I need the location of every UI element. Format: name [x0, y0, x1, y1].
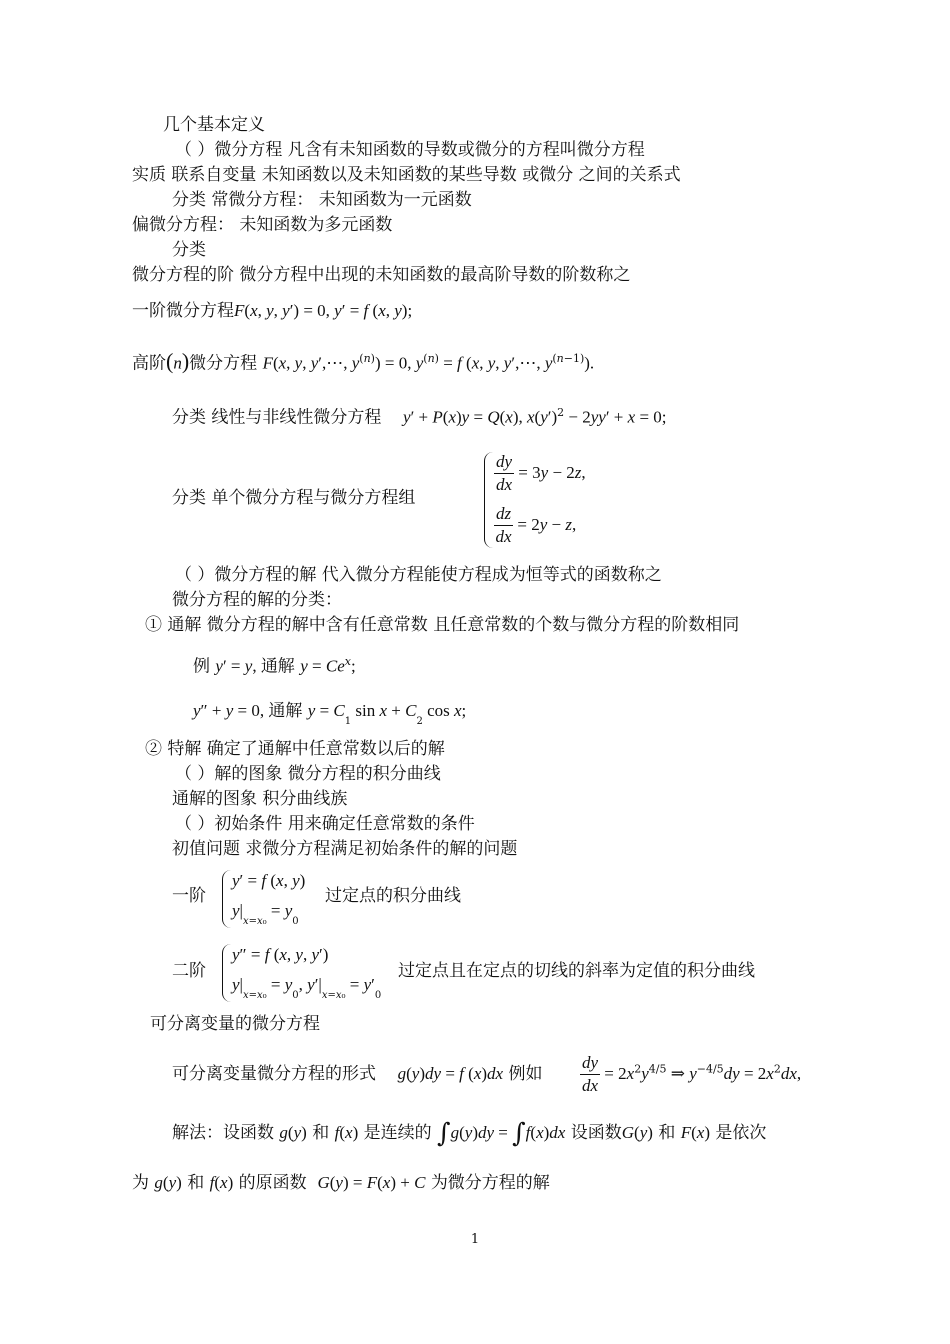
line-example-2: y″ + y = 0, 通解 $y = C_1$ $\sin x + C_2$ cos x;	[193, 701, 467, 727]
line-essence: 实质 联系自变量 未知函数以及未知函数的某些导数 或微分 之间的关系式	[132, 165, 681, 185]
line-antiderivative: 为 g(y) 和 f(x) 的原函数 G(y) = F(x) + C 为微分方程的解	[132, 1173, 550, 1193]
line-solution-method: 解法：设函数 g(y) 和 f(x) 是连续的 ∫g(y)dy = ∫f(x)dx 设函数G(y) 和 F(x) 是依次	[172, 1118, 767, 1149]
line-general-graph: 通解的图象 积分曲线族	[172, 789, 348, 809]
line-second-order-ivp-label: 二阶	[172, 961, 206, 981]
ivp1-description: 过定点的积分曲线	[325, 886, 461, 906]
ivp2-description: 过定点且在定点的切线的斜率为定值的积分曲线	[398, 961, 755, 981]
line-ivp: 初值问题 求微分方程满足初始条件的解的问题	[172, 839, 518, 859]
line-order: 微分方程的阶 微分方程中出现的未知函数的最高阶导数的阶数称之	[132, 265, 631, 285]
separable-example: $\frac{dy}{dx}$ = $2x^2y^{4/5}$ ⇒ $y^{-4/5}dy = 2x^2dx$,	[582, 1053, 802, 1095]
line-solution-def: （ ）微分方程的解 代入微分方程能使方程成为恒等式的函数称之	[175, 565, 662, 585]
line-ode: 分类 常微分方程： 未知函数为一元函数	[172, 190, 472, 210]
line-separable-title: 可分离变量的微分方程	[150, 1014, 320, 1034]
section-title: 几个基本定义	[163, 115, 265, 135]
page-number: 1	[470, 1232, 480, 1247]
system-brace	[484, 452, 493, 548]
line-linear: 分类 线性与非线性微分方程 y′ + P(x)y = Q(x), $x(y')^2 - 2yy' + x = 0$;	[172, 406, 667, 428]
line-particular-solution: ② 特解 确定了通解中任意常数以后的解	[145, 739, 445, 759]
line-solution-types: 微分方程的解的分类：	[172, 590, 342, 610]
ivp2-brace	[222, 944, 231, 1002]
line-pde: 偏微分方程： 未知函数为多元函数	[132, 215, 393, 235]
line-separable-form: 可分离变量微分方程的形式 g(y)dy = f (x)dx 例如	[172, 1064, 543, 1084]
line-system-label: 分类 单个微分方程与微分方程组	[172, 488, 416, 508]
line-first-order: 一阶微分方程F(x, y, y′) = 0, y′ = f (x, y);	[132, 301, 413, 321]
line-solution-graph: （ ）解的图象 微分方程的积分曲线	[175, 764, 441, 784]
line-higher-order: 高阶(n)微分方程 F(x, y, y′,⋯, $y^{(n)}) = 0$, $y^{(n)} = f$ (x, y, y′,⋯, $y^{(n-1)}$).	[132, 348, 595, 374]
line-classify: 分类	[172, 240, 206, 260]
ivp2-eq2: $y|_{x=x_0} = y_0$, $y'|_{x=x_0} = y'_0$	[232, 975, 382, 1001]
line-definition: （ ）微分方程 凡含有未知函数的导数或微分的方程叫微分方程	[175, 140, 645, 160]
ivp1-brace	[222, 870, 231, 928]
ivp2-eq1: y″ = f (x, y, y′)	[232, 945, 329, 964]
ivp1-eq1: y′ = f (x, y)	[232, 871, 306, 890]
system-eq1: $\frac{dy}{dx}$ = 3y − 2z,	[496, 452, 586, 494]
line-general-solution: ① 通解 微分方程的解中含有任意常数 且任意常数的个数与微分方程的阶数相同	[145, 615, 740, 635]
line-initial-condition: （ ）初始条件 用来确定任意常数的条件	[175, 814, 475, 834]
line-first-order-ivp-label: 一阶	[172, 886, 206, 906]
system-eq2: $\frac{dz}{dx}$ = 2y − z,	[495, 504, 577, 546]
line-example-1: 例 y′ = y, 通解 $y = Ce^x$;	[193, 655, 356, 677]
ivp1-eq2: $y|_{x=x_0} = y_0$	[232, 901, 299, 927]
